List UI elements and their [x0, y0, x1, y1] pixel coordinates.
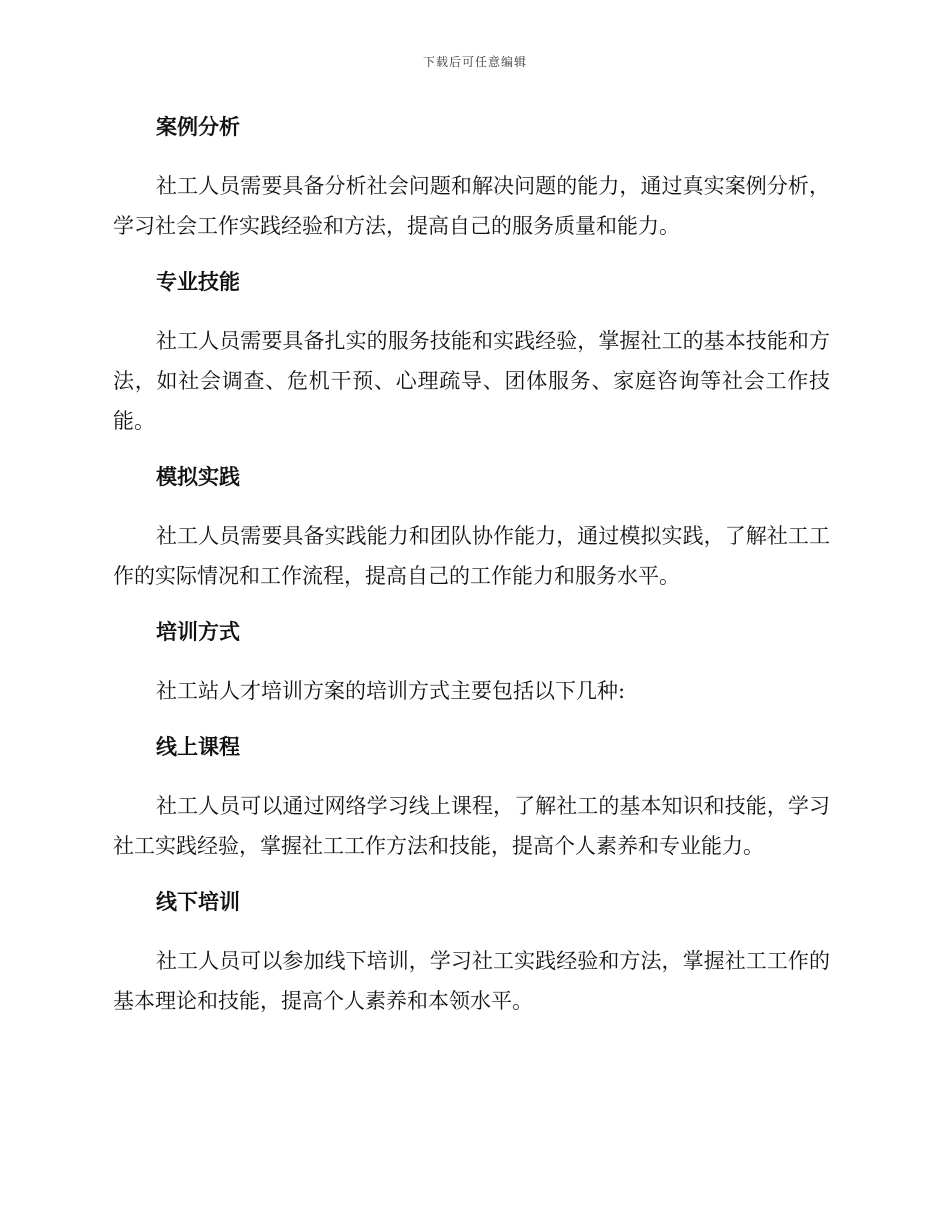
- section-paragraph-online-courses: 社工人员可以通过网络学习线上课程，了解社工的基本知识和技能，学习社工实践经验，掌握社工工作方法和技能，提高个人素养和专业能力。: [113, 794, 830, 858]
- section-paragraph-case-analysis: 社工人员需要具备分析社会问题和解决问题的能力，通过真实案例分析，学习社会工作实践经验和方法，提高自己的服务质量和能力。: [113, 174, 830, 238]
- section-paragraph-professional-skills: 社工人员需要具备扎实的服务技能和实践经验，掌握社工的基本技能和方法，如社会调查、危机干预、心理疏导、团体服务、家庭咨询等社会工作技能。: [113, 329, 830, 433]
- section-paragraph-training-methods: 社工站人才培训方案的培训方式主要包括以下几种:: [156, 679, 626, 703]
- section-paragraph-offline-training: 社工人员可以参加线下培训，学习社工实践经验和方法，掌握社工工作的基本理论和技能，提高个人素养和本领水平。: [113, 949, 830, 1013]
- section-heading-online-courses: 线上课程: [156, 735, 240, 759]
- section-heading-case-analysis: 案例分析: [156, 115, 240, 139]
- section-heading-professional-skills: 专业技能: [156, 270, 240, 294]
- section-heading-offline-training: 线下培训: [156, 890, 240, 914]
- section-paragraph-simulation-practice: 社工人员需要具备实践能力和团队协作能力，通过模拟实践，了解社工工作的实际情况和工作流程，提高自己的工作能力和服务水平。: [113, 524, 830, 588]
- document-body: [113, 112, 830, 1021]
- section-heading-training-methods: 培训方式: [156, 620, 240, 644]
- header-note: 下载后可任意编辑: [422, 55, 527, 69]
- section-heading-simulation-practice: 模拟实践: [156, 465, 240, 489]
